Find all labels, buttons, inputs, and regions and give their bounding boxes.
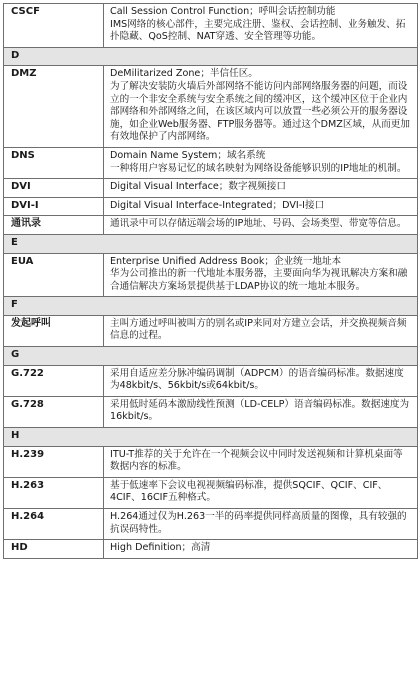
glossary-term: DVI: [4, 179, 104, 198]
section-header-row: [4, 428, 418, 447]
glossary-term: H.264: [4, 509, 104, 540]
glossary-term: 通讯录: [4, 216, 104, 235]
definition-paragraph: 华为公司推出的新一代地址本服务器，主要面向华为视讯解决方案和融合通信解决方案场景提供基于LDAP协议的统一地址本服务。: [110, 268, 408, 292]
glossary-entry-row: [4, 477, 418, 508]
glossary-definition: [104, 197, 418, 216]
glossary-entry-row: [4, 509, 418, 540]
glossary-term: H.239: [4, 446, 104, 477]
glossary-entry-row: [4, 4, 418, 48]
glossary-definition: [104, 315, 418, 346]
section-letter: F: [4, 297, 418, 316]
definition-paragraph: 基于低速率下会议电视视频编码标准，提供SQCIF、QCIF、CIF、4CIF、16CIF五种格式。: [110, 479, 388, 504]
definition-paragraph: 采用低时延码本激励线性预测（LD-CELP）语音编码标准。数据速度为16kbit/s。: [110, 398, 410, 423]
definition-paragraph: Domain Name System；域名系统: [110, 149, 266, 161]
definition-paragraph: High Definition；高清: [110, 542, 211, 554]
glossary-definition: [104, 365, 418, 396]
glossary-definition: [104, 66, 418, 148]
glossary-entry-row: [4, 216, 418, 235]
glossary-body: [4, 4, 418, 559]
glossary-term: CSCF: [4, 4, 104, 48]
section-header-row: [4, 234, 418, 253]
glossary-entry-row: [4, 66, 418, 148]
glossary-term: H.263: [4, 477, 104, 508]
glossary-entry-row: [4, 396, 418, 427]
definition-paragraph: 采用自适应差分脉冲编码调制（ADPCM）的语音编码标准。数据速度为48kbit/s、56kbit/s或64kbit/s。: [110, 367, 404, 392]
glossary-entry-row: [4, 446, 418, 477]
glossary-table: [3, 3, 418, 559]
glossary-term: DNS: [4, 147, 104, 178]
section-letter: D: [4, 47, 418, 66]
glossary-term: DMZ: [4, 66, 104, 148]
definition-paragraph: 通讯录中可以存储远端会场的IP地址、号码、会场类型、带宽等信息。: [110, 218, 407, 230]
definition-paragraph: H.264通过仅为H.263一半的码率提供同样高质量的图像，具有较强的抗误码特性。: [110, 511, 407, 535]
definition-paragraph: Digital Visual Interface-Integrated；DVI-I接口: [110, 199, 325, 211]
section-letter: E: [4, 234, 418, 253]
section-header-row: [4, 47, 418, 66]
glossary-entry-row: [4, 365, 418, 396]
glossary-definition: [104, 509, 418, 540]
glossary-definition: [104, 540, 418, 559]
glossary-entry-row: [4, 253, 418, 297]
glossary-entry-row: [4, 179, 418, 198]
definition-paragraph: IMS网络的核心部件，主要完成注册、鉴权、会话控制、业务触发、拓扑隐藏、QoS控制、NAT穿透、安全管理等功能。: [110, 18, 406, 43]
glossary-term: EUA: [4, 253, 104, 297]
glossary-term: HD: [4, 540, 104, 559]
section-letter: G: [4, 347, 418, 366]
glossary-term: G.728: [4, 396, 104, 427]
definition-paragraph: Enterprise Unified Address Book；企业统一地址本: [110, 255, 342, 267]
glossary-definition: [104, 147, 418, 178]
glossary-definition: [104, 477, 418, 508]
definition-paragraph: ITU-T推荐的关于允许在一个视频会议中同时发送视频和计算机桌面等数据内容的标准。: [110, 448, 403, 473]
glossary-entry-row: [4, 147, 418, 178]
glossary-definition: [104, 216, 418, 235]
glossary-entry-row: [4, 197, 418, 216]
definition-paragraph: 为了解决安装防火墙后外部网络不能访问内部网络服务器的问题，而设立的一个非安全系统与安全系统之间的缓冲区，这个缓冲区位于企业内部网络和外部网络之间，在该区域内可以放置一些必须公开的服务器设施，如企业Web服务器、FTP服务器等。通过这个DMZ区域，从而更加有效地保护了内部网络。: [110, 80, 410, 143]
definition-paragraph: Digital Visual Interface；数字视频接口: [110, 181, 286, 193]
definition-paragraph: 主叫方通过呼叫被叫方的别名或IP来同对方建立会话，并交换视频音频信息的过程。: [110, 317, 407, 342]
definition-paragraph: Call Session Control Function；呼叫会话控制功能: [110, 6, 336, 17]
glossary-definition: [104, 253, 418, 297]
glossary-term: G.722: [4, 365, 104, 396]
glossary-definition: [104, 179, 418, 198]
glossary-term: 发起呼叫: [4, 315, 104, 346]
glossary-entry-row: [4, 540, 418, 559]
glossary-definition: [104, 396, 418, 427]
glossary-entry-row: [4, 315, 418, 346]
definition-paragraph: DeMilitarized Zone；半信任区。: [110, 68, 258, 80]
glossary-definition: [104, 4, 418, 48]
glossary-term: DVI-I: [4, 197, 104, 216]
glossary-definition: [104, 446, 418, 477]
definition-paragraph: 一种将用户容易记忆的域名映射为网络设备能够识别的IP地址的机制。: [110, 162, 407, 174]
section-header-row: [4, 347, 418, 366]
section-header-row: [4, 297, 418, 316]
section-letter: H: [4, 428, 418, 447]
